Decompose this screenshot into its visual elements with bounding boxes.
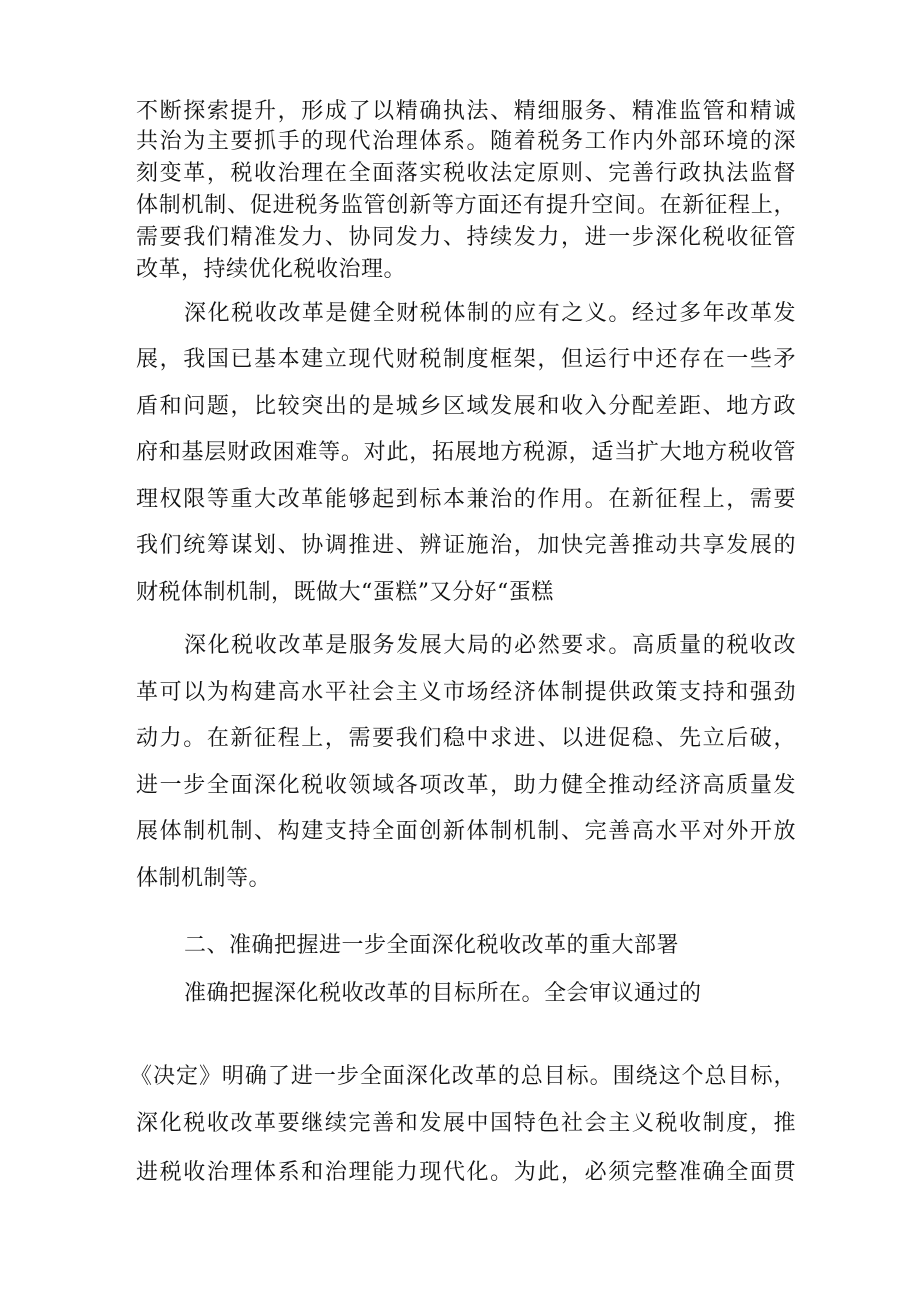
paragraph-line: 展，我国已基本建立现代财税制度框架，但运行中还存在一些矛 bbox=[136, 347, 796, 372]
paragraph-line: 《决定》明确了进一步全面深化改革的总目标。围绕这个总目标， bbox=[130, 1064, 796, 1089]
paragraph-line: 不断探索提升，形成了以精确执法、精细服务、精准监管和精诚 bbox=[136, 99, 796, 124]
paragraph-line: 共治为主要抓手的现代治理体系。随着税务工作内外部环境的深 bbox=[136, 129, 796, 154]
paragraph-line: 府和基层财政困难等。对此，拓展地方税源，适当扩大地方税收管 bbox=[136, 440, 796, 465]
paragraph-line: 准确把握深化税收改革的目标所在。全会审议通过的 bbox=[184, 981, 702, 1006]
paragraph-line: 体制机制、促进税务监管创新等方面还有提升空间。在新征程上， bbox=[136, 193, 796, 218]
paragraph-line: 进一步全面深化税收领域各项改革，助力健全推动经济高质量发 bbox=[136, 773, 796, 798]
paragraph-line: 体制机制等。 bbox=[136, 866, 272, 891]
paragraph-line: 盾和问题，比较突出的是城乡区域发展和收入分配差距、地方政 bbox=[136, 394, 796, 419]
paragraph-line: 深化税收改革是健全财税体制的应有之义。经过多年改革发 bbox=[184, 301, 796, 326]
paragraph-line: 改革，持续优化税收治理。 bbox=[136, 257, 407, 282]
paragraph-line: 需要我们精准发力、协同发力、持续发力，进一步深化税收征管 bbox=[136, 225, 796, 250]
paragraph-line: 革可以为构建高水平社会主义市场经济体制提供政策支持和强劲 bbox=[136, 680, 796, 705]
paragraph-line: 刻变革，税收治理在全面落实税收法定原则、完善行政执法监督 bbox=[136, 161, 796, 186]
paragraph-line: 深化税收改革是服务发展大局的必然要求。高质量的税收改 bbox=[184, 633, 796, 658]
paragraph-line: 展体制机制、构建支持全面创新体制机制、完善高水平对外开放 bbox=[136, 819, 796, 844]
paragraph-line: 理权限等重大改革能够起到标本兼治的作用。在新征程上，需要 bbox=[136, 487, 796, 512]
section-heading: 二、准确把握进一步全面深化税收改革的重大部署 bbox=[184, 933, 680, 958]
paragraph-line: 进税收治理体系和治理能力现代化。为此，必须完整准确全面贯 bbox=[136, 1160, 796, 1185]
paragraph-line: 财税体制机制，既做大“蛋糕”又分好“蛋糕 bbox=[136, 580, 554, 605]
paragraph-line: 动力。在新征程上，需要我们稳中求进、以进促稳、先立后破， bbox=[136, 726, 796, 751]
paragraph-line: 深化税收改革要继续完善和发展中国特色社会主义税收制度，推 bbox=[136, 1111, 796, 1136]
paragraph-line: 我们统筹谋划、协调推进、辨证施治，加快完善推动共享发展的 bbox=[136, 533, 796, 558]
